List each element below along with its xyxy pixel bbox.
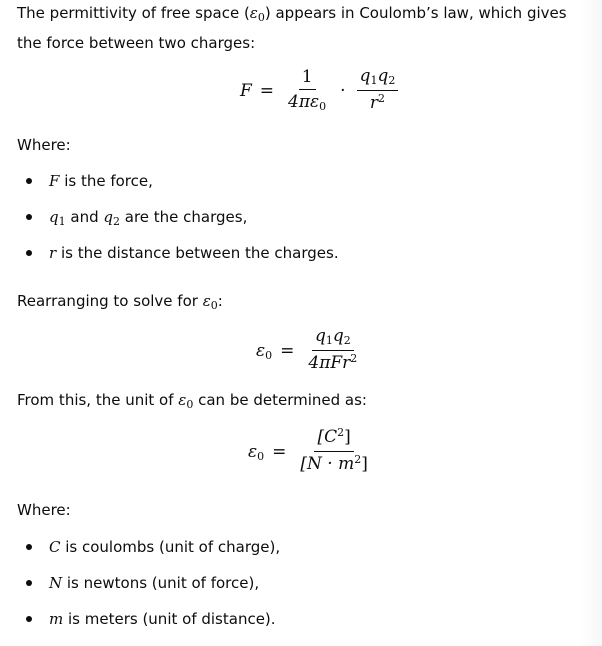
list-item: m is meters (unit of distance). [0, 601, 280, 637]
where-label-1: Where: [17, 136, 71, 154]
where-label-2: Where: [17, 501, 71, 519]
epsilon-unit-equation: ε0 = $\frac{[C^2]}{[N \cdot m^2]}$ [248, 427, 374, 476]
page-edge-shade [580, 0, 602, 646]
rearranging-line: Rearranging to solve for $\varepsilon_0$: [17, 292, 223, 312]
list-item: F is the force, [0, 163, 339, 199]
list-item: C is coulombs (unit of charge), [0, 529, 280, 565]
list-item: N is newtons (unit of force), [0, 565, 280, 601]
variable-list-1 [0, 163, 339, 271]
unit-determination-line: From this, the unit of $\varepsilon_0$ can be determined as: [17, 391, 367, 411]
coulomb-law-equation: F = $\frac{1}{4\pi\varepsilon 0}$ · $\frac{q1q2}{r^2}$ [240, 66, 401, 115]
fraction-constant: $\frac{1}{4\pi\varepsilon 0}$ [288, 67, 327, 113]
intro-paragraph: The permittivity of free space $(\varepsilon_0)$ appears in Coulomb’s law, which gives the force between two charges: [17, 4, 567, 52]
fraction-charges: $\frac{q1q2}{r^2}$ [357, 66, 399, 115]
fraction-unit: $\frac{[C^2]}{[N \cdot m^2]}$ [300, 426, 368, 474]
variable-list-2 [0, 529, 280, 637]
list-item: r is the distance between the charges. [0, 235, 339, 271]
fraction-epsilon: $\frac{q1q2}{4\pi Fr^2}$ [308, 326, 358, 373]
epsilon-solved-equation: ε0 = $\frac{q1q2}{4\pi Fr^2}$ [256, 326, 363, 375]
list-item: $q_1$ and $q_2$ are the charges, [0, 199, 339, 235]
